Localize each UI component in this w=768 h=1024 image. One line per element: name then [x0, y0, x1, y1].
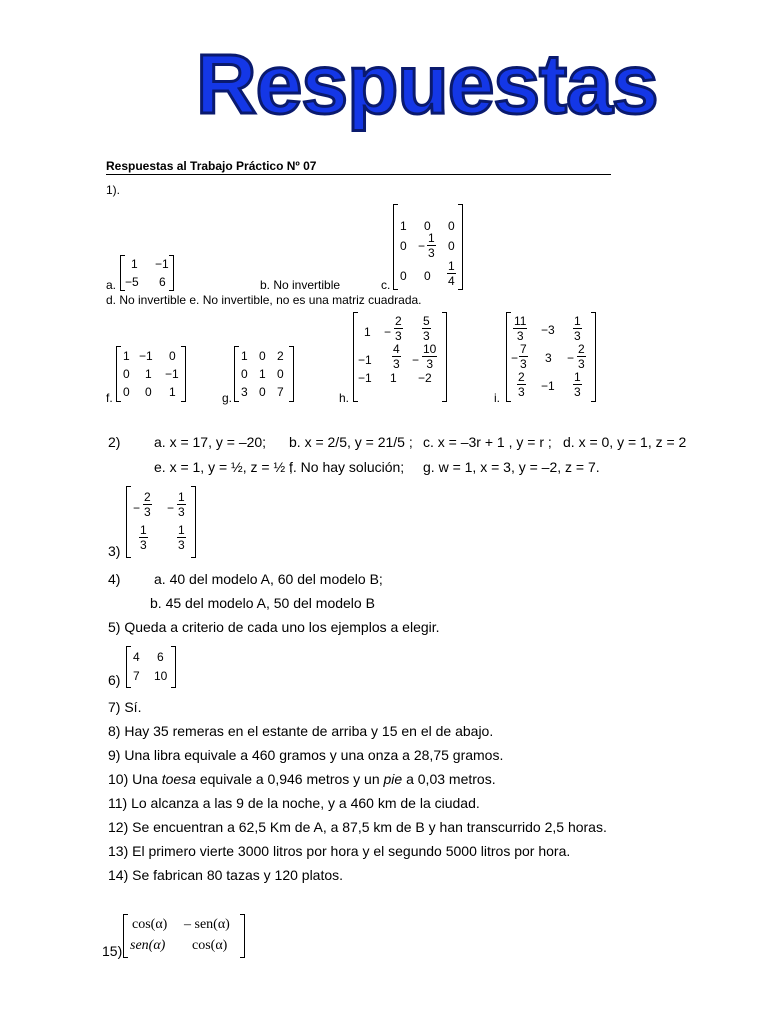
matrix-cell: −1	[541, 379, 555, 393]
matrix-cell: 0	[424, 219, 431, 233]
matrix-cell: 6	[157, 650, 164, 664]
q1-h-matrix	[353, 312, 447, 402]
q4-b: b. 45 del modelo A, 50 del modelo B	[150, 595, 375, 611]
matrix-cell: 1	[390, 371, 397, 385]
matrix-cell: 7	[133, 669, 140, 683]
matrix-cell: 4	[133, 650, 140, 664]
matrix-cell: 2	[277, 349, 284, 363]
matrix-cell: 0	[169, 349, 176, 363]
q6-label: 6)	[108, 672, 121, 688]
fraction: 1 3	[574, 314, 581, 343]
q2-a: a. x = 17, y = –20;	[154, 434, 267, 450]
q5: 5) Queda a criterio de cada uno los ejemplos a elegir.	[108, 619, 440, 635]
q1-g-matrix	[234, 346, 294, 402]
matrix-cell: 1	[123, 349, 130, 363]
matrix-cell: −2	[418, 371, 432, 385]
fraction: 11 3	[514, 314, 527, 343]
matrix-cell: cos(α)	[192, 938, 228, 953]
subheading: Respuestas al Trabajo Práctico Nº 07	[106, 159, 317, 173]
fraction: 1 3	[140, 523, 147, 552]
matrix-cell: 1	[131, 257, 138, 271]
matrix-cell: sen(α)	[130, 938, 166, 953]
fraction: 1 3	[178, 523, 185, 552]
matrix-cell: 0	[145, 385, 152, 399]
fraction: 2 3	[144, 490, 151, 519]
q1-h-label: h.	[339, 391, 350, 405]
matrix-cell: – sen(α)	[184, 917, 230, 932]
q12: 12) Se encuentran a 62,5 Km de A, a 87,5 km de B y han transcurrido 2,5 horas.	[108, 819, 607, 835]
fraction: 7 3	[520, 342, 527, 371]
matrix-cell: 1	[259, 367, 266, 381]
matrix-cell: 0	[123, 385, 130, 399]
fraction: 10 3	[423, 342, 437, 371]
matrix-cell: 0	[241, 367, 248, 381]
matrix-cell: −	[418, 239, 426, 253]
q3-label: 3)	[108, 543, 121, 559]
matrix-cell: 0	[259, 385, 266, 399]
q2-f: f. No hay solución;	[289, 459, 405, 475]
matrix-cell: −5	[125, 275, 139, 289]
matrix-cell: 1	[169, 385, 176, 399]
matrix-cell: 0	[400, 269, 407, 283]
q4-label: 4)	[108, 571, 121, 587]
q14: 14) Se fabrican 80 tazas y 120 platos.	[108, 867, 344, 883]
q15-label: 15)	[102, 943, 123, 959]
matrix-cell: −	[511, 351, 519, 365]
matrix-cell: −	[412, 353, 420, 367]
matrix-cell: −1	[155, 257, 169, 271]
matrix-cell: 0	[277, 367, 284, 381]
q1-f-matrix	[116, 346, 186, 402]
q15-matrix	[123, 914, 245, 958]
q1-i-matrix	[506, 312, 596, 402]
q2-d: d. x = 0, y = 1, z = 2	[563, 434, 687, 450]
q6-matrix	[126, 646, 176, 688]
matrix-cell: 3	[241, 385, 248, 399]
q1-c-matrix	[393, 204, 463, 290]
q3-matrix	[126, 486, 196, 558]
matrix-cell: −1	[358, 371, 372, 385]
matrix-cell: −1	[165, 367, 179, 381]
matrix-cell: 1	[364, 325, 371, 339]
q1-g-label: g.	[222, 391, 233, 405]
q1-f-label: f.	[106, 391, 113, 405]
q10: 10) Una toesa equivale a 0,946 metros y un pie a 0,03 metros.	[108, 771, 496, 787]
matrix-cell: 0	[448, 219, 455, 233]
q1-a-label: a.	[106, 278, 117, 292]
matrix-cell: 6	[159, 275, 166, 289]
fraction: 5 3	[423, 314, 430, 343]
q1-c-label: c.	[381, 278, 391, 292]
matrix-cell: −	[567, 351, 575, 365]
matrix-cell: 0	[123, 367, 130, 381]
matrix-cell: 1	[145, 367, 152, 381]
q13: 13) El primero vierte 3000 litros por hora y el segundo 5000 litros por hora.	[108, 843, 571, 859]
q8: 8) Hay 35 remeras en el estante de arriba y 15 en el de abajo.	[108, 723, 494, 739]
fraction: 4 3	[393, 342, 400, 371]
matrix-cell: −1	[139, 349, 153, 363]
matrix-cell: 0	[259, 349, 266, 363]
q2-g: g. w = 1, x = 3, y = –2, z = 7.	[423, 459, 600, 475]
matrix-cell: 1	[400, 219, 407, 233]
q1-label: 1).	[106, 183, 121, 197]
q2-b: b. x = 2/5, y = 21/5 ;	[289, 434, 413, 450]
matrix-cell: 0	[400, 239, 407, 253]
matrix-cell: −	[133, 501, 141, 515]
divider	[106, 174, 611, 175]
fraction: 1 3	[574, 370, 581, 399]
q1-i-label: i.	[494, 391, 500, 405]
matrix-cell: −	[167, 501, 175, 515]
fraction: 2 3	[578, 342, 585, 371]
page-title: Respuestas	[196, 37, 658, 131]
matrix-cell: 0	[424, 269, 431, 283]
q2-c: c. x = –3r + 1 , y = r ;	[423, 434, 552, 450]
q2-label: 2)	[108, 434, 121, 450]
fraction: 2 3	[395, 314, 402, 343]
q9: 9) Una libra equivale a 460 gramos y una onza a 28,75 gramos.	[108, 747, 504, 763]
fraction: 1 3	[178, 490, 185, 519]
matrix-cell: 1	[241, 349, 248, 363]
fraction: 1 3	[428, 231, 435, 260]
matrix-cell: 7	[277, 385, 284, 399]
matrix-cell: −1	[358, 353, 372, 367]
q11: 11) Lo alcanza a las 9 de la noche, y a 460 km de la ciudad.	[108, 795, 480, 811]
q1-b: b. No invertible	[260, 278, 341, 292]
matrix-cell: −	[384, 325, 392, 339]
matrix-cell: 0	[448, 239, 455, 253]
fraction: 1 4	[448, 259, 455, 288]
matrix-cell: cos(α)	[132, 917, 168, 932]
q2-e: e. x = 1, y = ½, z = ½ ;	[154, 459, 293, 475]
q7: 7) Sí.	[108, 699, 142, 715]
matrix-cell: 10	[154, 669, 168, 683]
matrix-cell: −3	[541, 323, 555, 337]
fraction: 2 3	[518, 370, 525, 399]
q1-a-matrix	[120, 255, 174, 291]
q4-a: a. 40 del modelo A, 60 del modelo B;	[154, 571, 383, 587]
q1-d-e: d. No invertible e. No invertible, no es una matriz cuadrada.	[106, 293, 422, 307]
matrix-cell: 3	[545, 351, 552, 365]
